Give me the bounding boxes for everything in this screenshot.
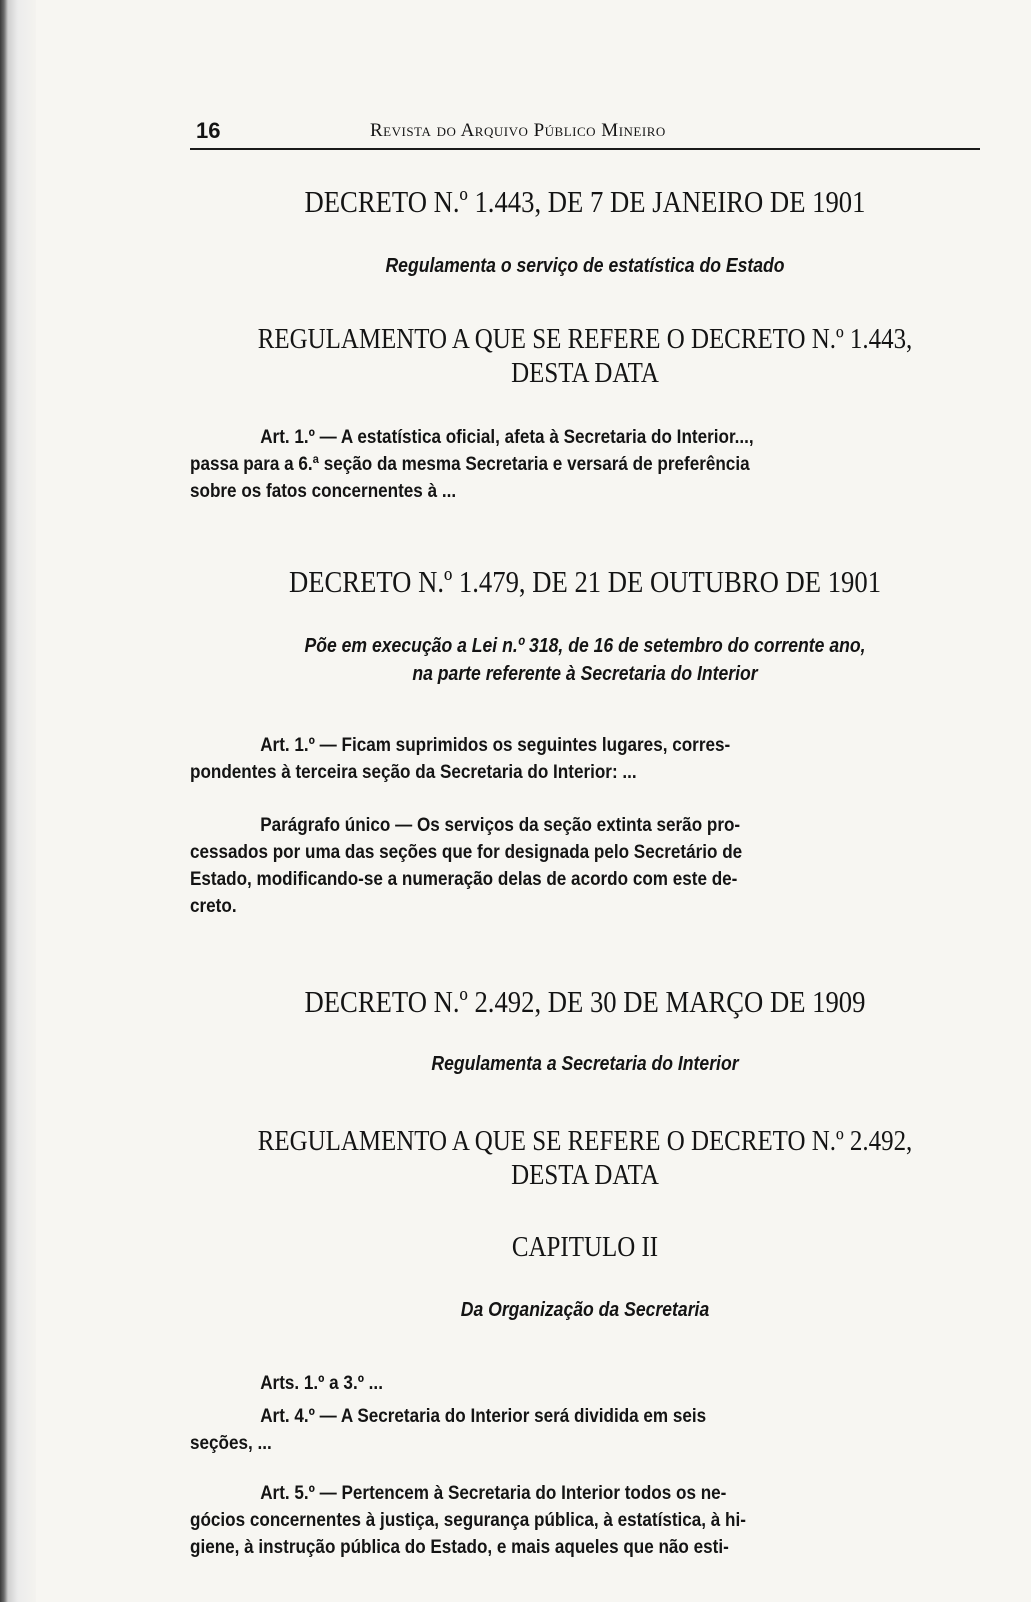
decree-2492-subtitle: Regulamenta a Secretaria do Interior	[431, 1053, 739, 1075]
heading-line: DESTA DATA	[511, 357, 659, 389]
paragraph-line: Parágrafo único — Os serviços da seção extinta serão pro-	[260, 815, 741, 836]
heading-line: REGULAMENTO A QUE SE REFERE O DECRETO N.º 1.443,	[257, 323, 913, 355]
regulation-2492-heading	[245, 1124, 924, 1192]
decree-1443-title: DECRETO N.º 1.443, DE 7 DE JANEIRO DE 1901	[304, 184, 866, 219]
decree-1479-title: DECRETO N.º 1.479, DE 21 DE OUTUBRO DE 1901	[288, 564, 882, 599]
paragraph-line: passa para a 6.ª seção da mesma Secretaria e versará de preferência	[190, 454, 750, 475]
paragraph-line: Estado, modificando-se a numeração delas de acordo com este de-	[190, 869, 738, 890]
paragraph-line: Art. 4.º — A Secretaria do Interior será dividida em seis	[260, 1406, 707, 1427]
decree-1479-sole-paragraph	[190, 812, 980, 920]
decree-1479-article-1	[190, 732, 980, 786]
paragraph-line: cessados por uma das seções que for designada pelo Secretário de	[190, 842, 743, 863]
paragraph-line: Art. 5.º — Pertencem à Secretaria do Interior todos os ne-	[260, 1483, 727, 1504]
binding-edge	[0, 0, 36, 1602]
subtitle-line: Põe em execução a Lei n.º 318, de 16 de setembro do corrente ano,	[304, 635, 866, 657]
decree-1443-subtitle: Regulamenta o serviço de estatística do Estado	[385, 255, 785, 277]
page-number: 16	[196, 118, 221, 143]
subtitle-line: na parte referente à Secretaria do Interior	[412, 663, 758, 685]
paragraph-line: Art. 1.º — A estatística oficial, afeta à Secretaria do Interior...,	[260, 427, 754, 448]
decree-1443-article-1	[190, 424, 980, 505]
chapter-heading: CAPITULO II	[511, 1231, 659, 1263]
decree-2492-title: DECRETO N.º 2.492, DE 30 DE MARÇO DE 1909	[304, 984, 866, 1019]
article-4	[190, 1403, 980, 1457]
chapter-subtitle: Da Organização da Secretaria	[460, 1299, 710, 1321]
article-5	[190, 1480, 980, 1561]
paragraph-line: gócios concernentes à justiça, segurança pública, à estatística, à hi-	[190, 1510, 746, 1531]
paragraph-line: pondentes à terceira seção da Secretaria do Interior: ...	[190, 762, 637, 783]
regulation-1443-heading	[245, 322, 924, 390]
heading-line: DESTA DATA	[511, 1159, 659, 1191]
paragraph-line: seções, ...	[190, 1433, 272, 1454]
decree-1479-subtitle	[237, 632, 932, 688]
paragraph-line: Art. 1.º — Ficam suprimidos os seguintes lugares, corres-	[260, 735, 731, 756]
paragraph-line: Arts. 1.º a 3.º ...	[260, 1373, 383, 1394]
paragraph-line: giene, à instrução pública do Estado, e mais aqueles que não esti-	[190, 1537, 729, 1558]
running-head	[190, 116, 980, 150]
arts-1-to-3	[190, 1370, 980, 1397]
paragraph-line: creto.	[190, 896, 237, 917]
journal-title: Revista do Arquivo Público Mineiro	[370, 120, 666, 141]
paragraph-line: sobre os fatos concernentes à ...	[190, 481, 457, 502]
heading-line: REGULAMENTO A QUE SE REFERE O DECRETO N.º 2.492,	[257, 1125, 913, 1157]
